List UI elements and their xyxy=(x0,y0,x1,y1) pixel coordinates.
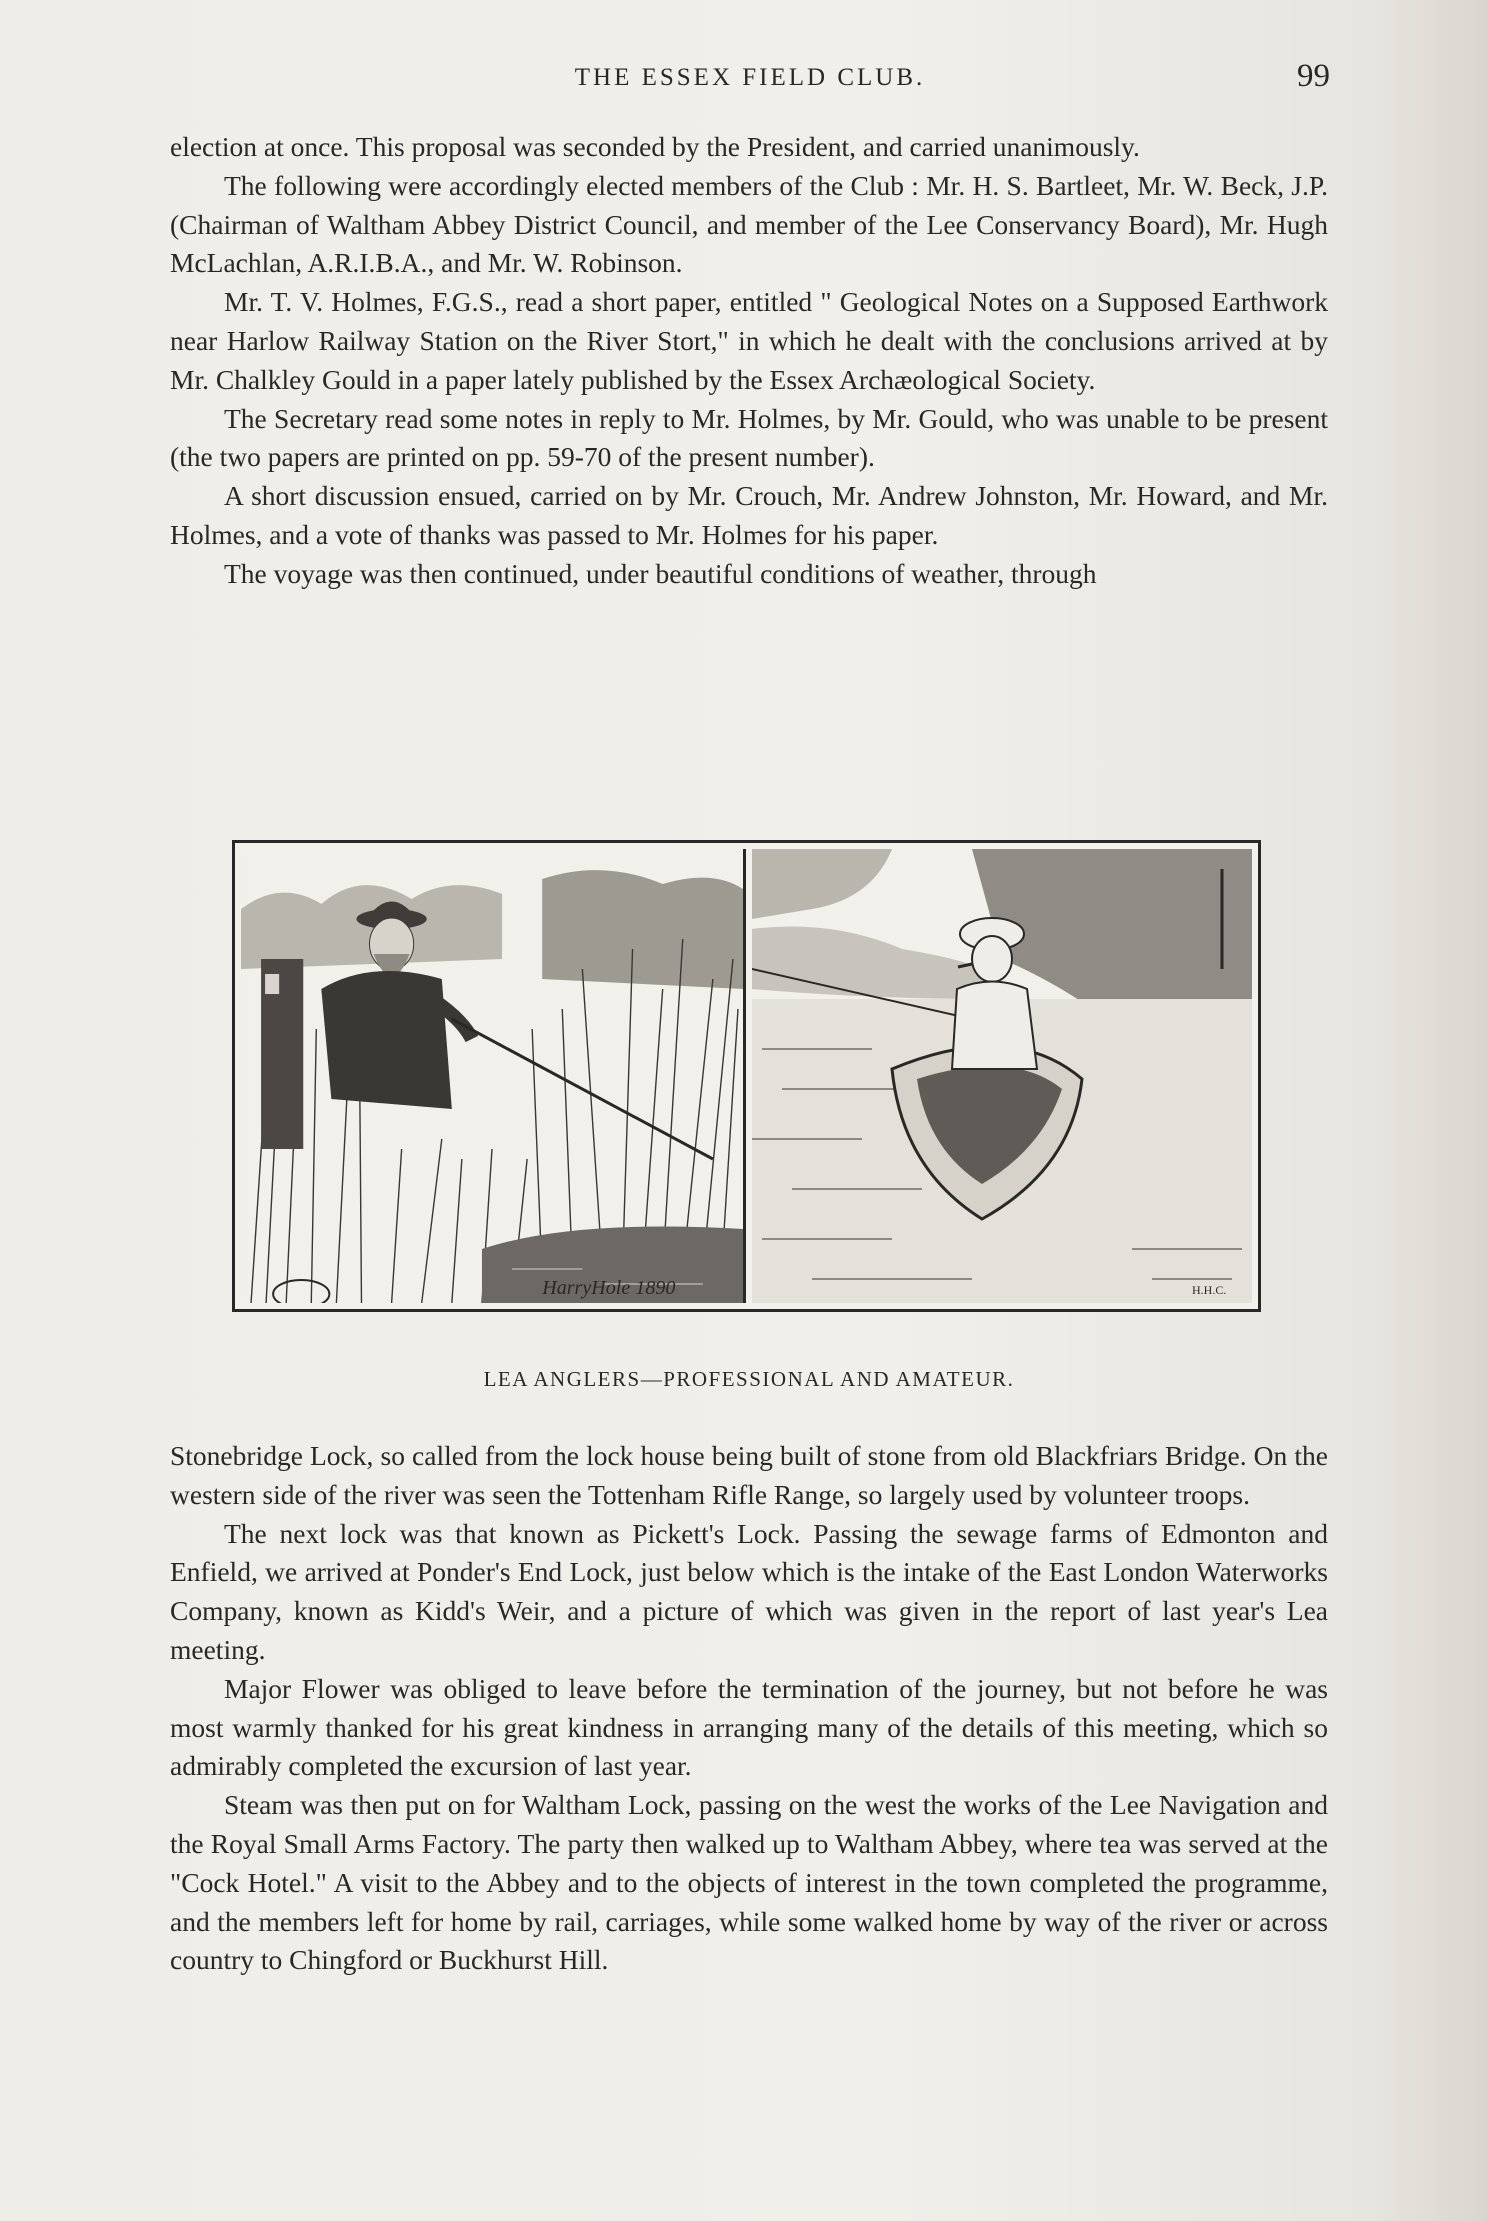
paragraph: The next lock was that known as Pickett's Lock. Passing the sewage farms of Edmonton and Enfield, we arrived at Ponder's End Lock, just below which is the intake of the East London Waterworks Company, known as Kidd's Weir, and a picture of which was given in the report of last year's Lea meeting. xyxy=(170,1517,1328,1665)
paragraph: Mr. T. V. Holmes, F.G.S., read a short paper, entitled " Geological Notes on a Supposed Earthwork near Harlow Railway Station on the River Stort," in which he dealt with the conclusions arrived at by Mr. Chalkley Gould in a paper lately published by the Essex Archæological Society. xyxy=(170,286,1328,395)
paragraph: election at once. This proposal was seconded by the President, and carried unanimously. xyxy=(170,131,1140,162)
illustration-lea-anglers xyxy=(232,840,1261,1312)
illustration-amateur-angler xyxy=(752,849,1252,1303)
body-text-bottom xyxy=(170,1437,1328,1980)
boy-in-boat-drawing xyxy=(752,849,1252,1303)
body-text-top xyxy=(170,128,1328,594)
paragraph: The following were accordingly elected members of the Club : Mr. H. S. Bartleet, Mr. W. Beck, J.P. (Chairman of Waltham Abbey District Council, and member of the Lee Conservancy Board), Mr. Hugh McLachlan, A.R.I.B.A., and Mr. W. Robinson. xyxy=(170,169,1328,279)
paragraph: The voyage was then continued, under beautiful conditions of weather, through xyxy=(224,557,1097,589)
paragraph: Stonebridge Lock, so called from the lock house being built of stone from old Blackfriars Bridge. On the western side of the river was seen the Tottenham Rifle Range, so largely used by volunteer troops. xyxy=(170,1440,1328,1510)
paragraph: Major Flower was obliged to leave before the termination of the journey, but not before he was most warmly thanked for his great kindness in arranging many of the details of this meeting, which so admirably completed the excursion of last year. xyxy=(170,1672,1328,1782)
paragraph: Steam was then put on for Waltham Lock, passing on the west the works of the Lee Navigation and the Royal Small Arms Factory. The party then walked up to Waltham Abbey, where tea was served at the "Cock Hotel." A visit to the Abbey and to the objects of interest in the town completed the programme, and the members left for home by rail, carriages, while some walked home by way of the river or across country to Chingford or Buckhurst Hill. xyxy=(170,1789,1328,1976)
figure-caption: LEA ANGLERS—PROFESSIONAL AND AMATEUR. xyxy=(483,1367,1015,1391)
paragraph: The Secretary read some notes in reply to Mr. Holmes, by Mr. Gould, who was unable to be present (the two papers are printed on pp. 59-70 of the present number). xyxy=(170,402,1328,473)
running-head xyxy=(170,58,1330,102)
artist-monogram: H.H.C. xyxy=(1192,1283,1227,1297)
page-number: 99 xyxy=(1297,58,1330,94)
illustration-professional-angler xyxy=(241,849,746,1303)
paragraph: A short discussion ensued, carried on by Mr. Crouch, Mr. Andrew Johnston, Mr. Howard, and Mr. Holmes, and a vote of thanks was passed to Mr. Holmes for his paper. xyxy=(170,480,1328,550)
running-title: THE ESSEX FIELD CLUB. xyxy=(574,64,926,91)
artist-signature: HarryHole 1890 xyxy=(542,1277,676,1299)
angler-in-reeds-drawing xyxy=(241,849,743,1303)
